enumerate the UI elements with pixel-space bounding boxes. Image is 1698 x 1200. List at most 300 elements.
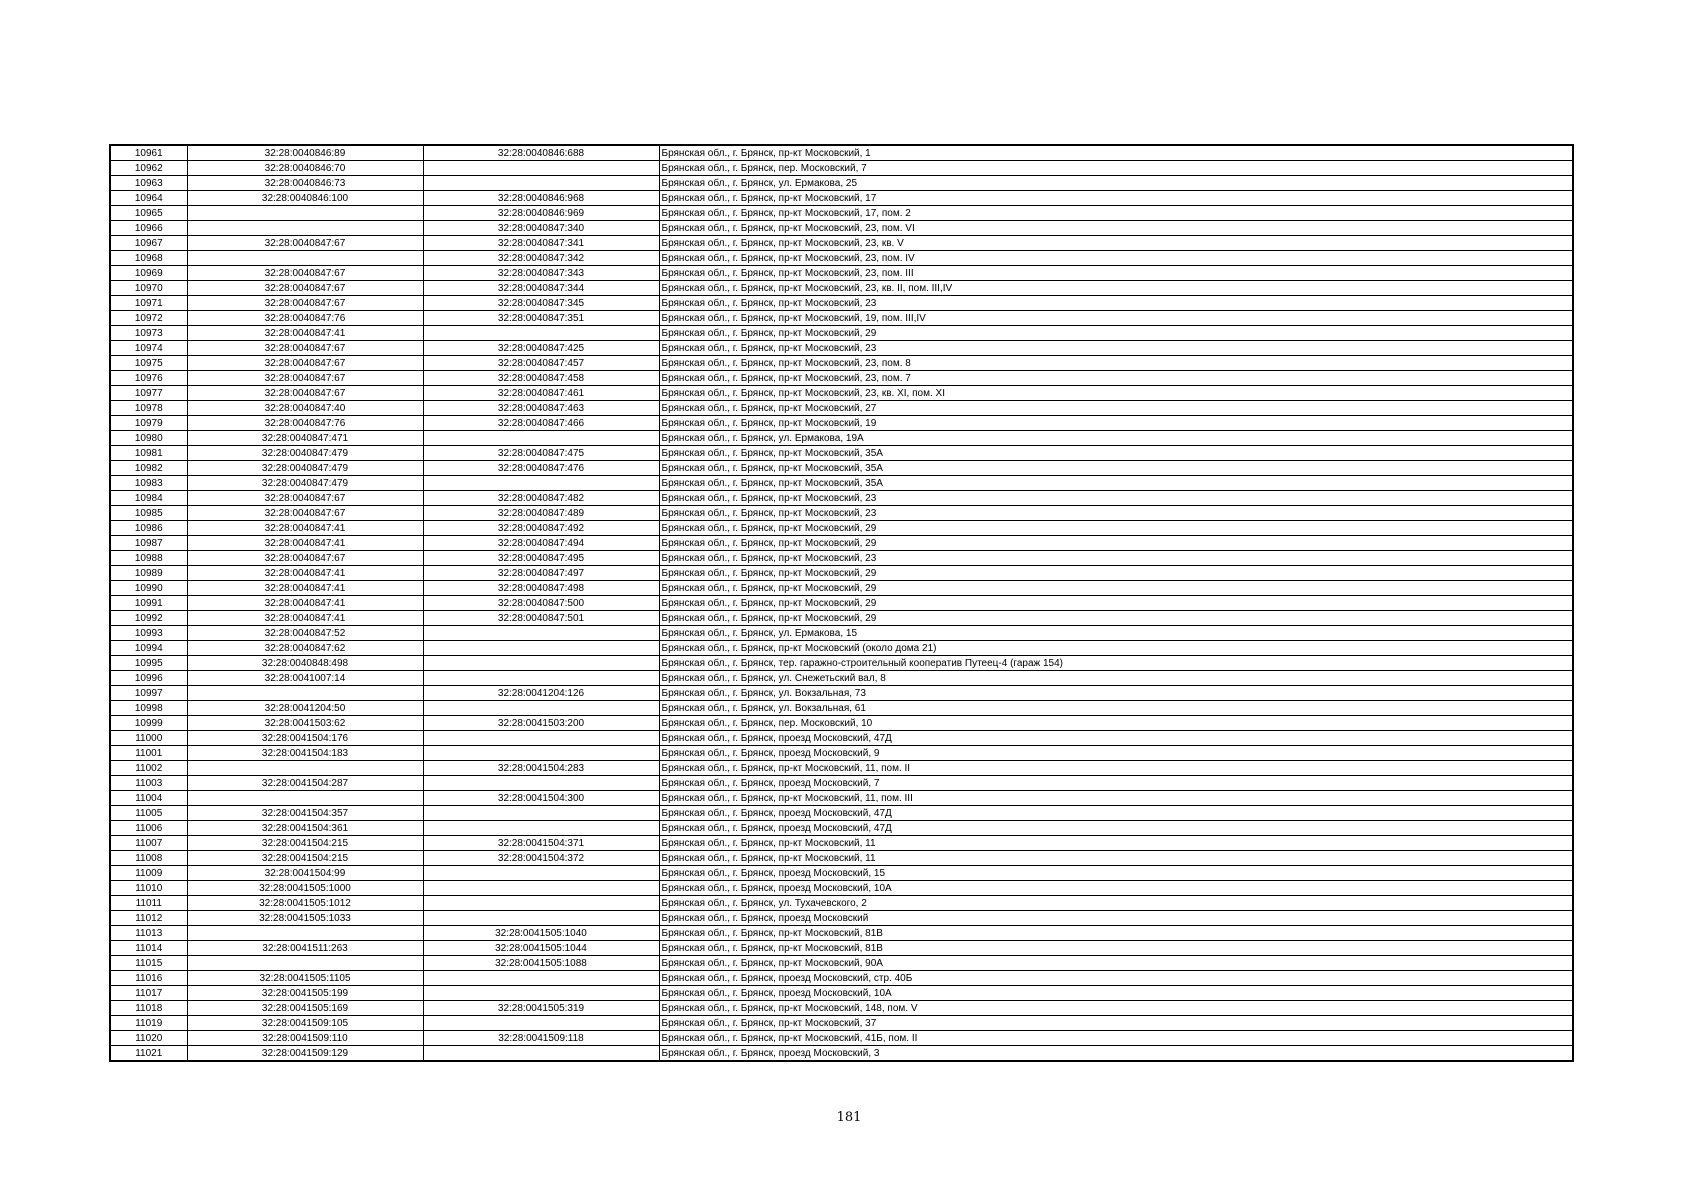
address-cell: Брянская обл., г. Брянск, пр-кт Московский, 23, пом. 7 bbox=[659, 371, 1573, 386]
building-cadastral-number-cell: 32:28:0040847:498 bbox=[423, 581, 659, 596]
table-row bbox=[110, 971, 1573, 986]
row-number-cell: 11010 bbox=[110, 881, 187, 896]
parcel-cadastral-number-cell: 32:28:0041504:287 bbox=[187, 776, 423, 791]
table-row bbox=[110, 191, 1573, 206]
address-cell: Брянская обл., г. Брянск, пр-кт Московский, 29 bbox=[659, 326, 1573, 341]
address-cell: Брянская обл., г. Брянск, проезд Московский, стр. 40Б bbox=[659, 971, 1573, 986]
parcel-cadastral-number-cell: 32:28:0040847:67 bbox=[187, 281, 423, 296]
table-row bbox=[110, 566, 1573, 581]
parcel-cadastral-number-cell: 32:28:0040847:67 bbox=[187, 506, 423, 521]
building-cadastral-number-cell: 32:28:0040847:500 bbox=[423, 596, 659, 611]
table-row bbox=[110, 896, 1573, 911]
row-number-cell: 10986 bbox=[110, 521, 187, 536]
row-number-cell: 10985 bbox=[110, 506, 187, 521]
address-cell: Брянская обл., г. Брянск, пр-кт Московский, 23, кв. V bbox=[659, 236, 1573, 251]
row-number-cell: 11004 bbox=[110, 791, 187, 806]
parcel-cadastral-number-cell: 32:28:0040847:41 bbox=[187, 611, 423, 626]
table-row bbox=[110, 461, 1573, 476]
parcel-cadastral-number-cell: 32:28:0040848:498 bbox=[187, 656, 423, 671]
row-number-cell: 10983 bbox=[110, 476, 187, 491]
parcel-cadastral-number-cell: 32:28:0040847:41 bbox=[187, 566, 423, 581]
parcel-cadastral-number-cell: 32:28:0040846:100 bbox=[187, 191, 423, 206]
parcel-cadastral-number-cell: 32:28:0040847:41 bbox=[187, 596, 423, 611]
table-row bbox=[110, 956, 1573, 971]
address-cell: Брянская обл., г. Брянск, проезд Московский, 47Д bbox=[659, 731, 1573, 746]
building-cadastral-number-cell bbox=[423, 641, 659, 656]
building-cadastral-number-cell: 32:28:0040847:351 bbox=[423, 311, 659, 326]
parcel-cadastral-number-cell: 32:28:0040847:67 bbox=[187, 491, 423, 506]
building-cadastral-number-cell: 32:28:0040847:425 bbox=[423, 341, 659, 356]
address-cell: Брянская обл., г. Брянск, пр-кт Московский, 23 bbox=[659, 341, 1573, 356]
table-row bbox=[110, 911, 1573, 926]
parcel-cadastral-number-cell bbox=[187, 791, 423, 806]
parcel-cadastral-number-cell: 32:28:0041505:1000 bbox=[187, 881, 423, 896]
row-number-cell: 10984 bbox=[110, 491, 187, 506]
parcel-cadastral-number-cell bbox=[187, 686, 423, 701]
row-number-cell: 11014 bbox=[110, 941, 187, 956]
parcel-cadastral-number-cell bbox=[187, 206, 423, 221]
table-row bbox=[110, 626, 1573, 641]
table-row bbox=[110, 356, 1573, 371]
address-cell: Брянская обл., г. Брянск, проезд Московский, 7 bbox=[659, 776, 1573, 791]
building-cadastral-number-cell: 32:28:0041504:283 bbox=[423, 761, 659, 776]
building-cadastral-number-cell: 32:28:0040846:688 bbox=[423, 145, 659, 161]
row-number-cell: 10970 bbox=[110, 281, 187, 296]
building-cadastral-number-cell: 32:28:0040846:969 bbox=[423, 206, 659, 221]
parcel-cadastral-number-cell: 32:28:0041204:50 bbox=[187, 701, 423, 716]
building-cadastral-number-cell bbox=[423, 881, 659, 896]
row-number-cell: 10963 bbox=[110, 176, 187, 191]
building-cadastral-number-cell bbox=[423, 326, 659, 341]
table-row bbox=[110, 671, 1573, 686]
parcel-cadastral-number-cell: 32:28:0040847:67 bbox=[187, 236, 423, 251]
row-number-cell: 10976 bbox=[110, 371, 187, 386]
building-cadastral-number-cell: 32:28:0040847:482 bbox=[423, 491, 659, 506]
parcel-cadastral-number-cell: 32:28:0040847:67 bbox=[187, 386, 423, 401]
row-number-cell: 10980 bbox=[110, 431, 187, 446]
building-cadastral-number-cell: 32:28:0041504:300 bbox=[423, 791, 659, 806]
parcel-cadastral-number-cell: 32:28:0040847:76 bbox=[187, 311, 423, 326]
address-cell: Брянская обл., г. Брянск, пр-кт Московский, 81В bbox=[659, 941, 1573, 956]
building-cadastral-number-cell bbox=[423, 1046, 659, 1062]
building-cadastral-number-cell: 32:28:0040847:345 bbox=[423, 296, 659, 311]
row-number-cell: 10969 bbox=[110, 266, 187, 281]
address-cell: Брянская обл., г. Брянск, пр-кт Московский, 23, пом. VI bbox=[659, 221, 1573, 236]
table-row bbox=[110, 836, 1573, 851]
table-row bbox=[110, 446, 1573, 461]
building-cadastral-number-cell: 32:28:0040847:489 bbox=[423, 506, 659, 521]
building-cadastral-number-cell: 32:28:0040847:344 bbox=[423, 281, 659, 296]
parcel-cadastral-number-cell: 32:28:0040847:41 bbox=[187, 581, 423, 596]
parcel-cadastral-number-cell bbox=[187, 251, 423, 266]
building-cadastral-number-cell bbox=[423, 701, 659, 716]
address-cell: Брянская обл., г. Брянск, пр-кт Московский, 11 bbox=[659, 851, 1573, 866]
address-cell: Брянская обл., г. Брянск, пр-кт Московский, 11, пом. III bbox=[659, 791, 1573, 806]
building-cadastral-number-cell bbox=[423, 821, 659, 836]
table-row bbox=[110, 881, 1573, 896]
parcel-cadastral-number-cell bbox=[187, 761, 423, 776]
table-row bbox=[110, 1031, 1573, 1046]
row-number-cell: 11001 bbox=[110, 746, 187, 761]
parcel-cadastral-number-cell: 32:28:0041504:215 bbox=[187, 836, 423, 851]
building-cadastral-number-cell bbox=[423, 866, 659, 881]
parcel-cadastral-number-cell: 32:28:0040846:70 bbox=[187, 161, 423, 176]
parcel-cadastral-number-cell: 32:28:0041505:1012 bbox=[187, 896, 423, 911]
parcel-cadastral-number-cell bbox=[187, 221, 423, 236]
row-number-cell: 10996 bbox=[110, 671, 187, 686]
parcel-cadastral-number-cell: 32:28:0040847:67 bbox=[187, 356, 423, 371]
row-number-cell: 11007 bbox=[110, 836, 187, 851]
row-number-cell: 10994 bbox=[110, 641, 187, 656]
row-number-cell: 10961 bbox=[110, 145, 187, 161]
registry-table bbox=[109, 144, 1574, 1062]
parcel-cadastral-number-cell: 32:28:0041505:1105 bbox=[187, 971, 423, 986]
parcel-cadastral-number-cell: 32:28:0040847:479 bbox=[187, 461, 423, 476]
address-cell: Брянская обл., г. Брянск, пер. Московский, 10 bbox=[659, 716, 1573, 731]
table-row bbox=[110, 731, 1573, 746]
building-cadastral-number-cell bbox=[423, 671, 659, 686]
table-row bbox=[110, 251, 1573, 266]
address-cell: Брянская обл., г. Брянск, проезд Московский, 47Д bbox=[659, 806, 1573, 821]
parcel-cadastral-number-cell: 32:28:0040847:41 bbox=[187, 326, 423, 341]
row-number-cell: 10977 bbox=[110, 386, 187, 401]
row-number-cell: 11000 bbox=[110, 731, 187, 746]
parcel-cadastral-number-cell: 32:28:0040847:67 bbox=[187, 551, 423, 566]
address-cell: Брянская обл., г. Брянск, пр-кт Московский, 17 bbox=[659, 191, 1573, 206]
row-number-cell: 10965 bbox=[110, 206, 187, 221]
table-row bbox=[110, 401, 1573, 416]
address-cell: Брянская обл., г. Брянск, проезд Московский, 47Д bbox=[659, 821, 1573, 836]
building-cadastral-number-cell: 32:28:0040847:343 bbox=[423, 266, 659, 281]
address-cell: Брянская обл., г. Брянск, ул. Вокзальная, 73 bbox=[659, 686, 1573, 701]
row-number-cell: 11006 bbox=[110, 821, 187, 836]
building-cadastral-number-cell: 32:28:0040847:501 bbox=[423, 611, 659, 626]
address-cell: Брянская обл., г. Брянск, пр-кт Московский, 35А bbox=[659, 476, 1573, 491]
address-cell: Брянская обл., г. Брянск, пр-кт Московский, 11 bbox=[659, 836, 1573, 851]
building-cadastral-number-cell: 32:28:0040847:463 bbox=[423, 401, 659, 416]
table-row bbox=[110, 176, 1573, 191]
parcel-cadastral-number-cell bbox=[187, 956, 423, 971]
parcel-cadastral-number-cell: 32:28:0040847:41 bbox=[187, 536, 423, 551]
table-row bbox=[110, 581, 1573, 596]
parcel-cadastral-number-cell: 32:28:0041007:14 bbox=[187, 671, 423, 686]
row-number-cell: 10962 bbox=[110, 161, 187, 176]
table-row bbox=[110, 716, 1573, 731]
row-number-cell: 10968 bbox=[110, 251, 187, 266]
row-number-cell: 11016 bbox=[110, 971, 187, 986]
building-cadastral-number-cell: 32:28:0041505:319 bbox=[423, 1001, 659, 1016]
address-cell: Брянская обл., г. Брянск, пр-кт Московский, 81В bbox=[659, 926, 1573, 941]
row-number-cell: 11002 bbox=[110, 761, 187, 776]
parcel-cadastral-number-cell: 32:28:0040847:67 bbox=[187, 341, 423, 356]
table-row bbox=[110, 986, 1573, 1001]
building-cadastral-number-cell: 32:28:0040847:494 bbox=[423, 536, 659, 551]
building-cadastral-number-cell bbox=[423, 986, 659, 1001]
address-cell: Брянская обл., г. Брянск, пр-кт Московский (около дома 21) bbox=[659, 641, 1573, 656]
address-cell: Брянская обл., г. Брянск, ул. Вокзальная, 61 bbox=[659, 701, 1573, 716]
parcel-cadastral-number-cell: 32:28:0040847:471 bbox=[187, 431, 423, 446]
row-number-cell: 10964 bbox=[110, 191, 187, 206]
row-number-cell: 10997 bbox=[110, 686, 187, 701]
row-number-cell: 10982 bbox=[110, 461, 187, 476]
registry-table-body bbox=[110, 145, 1573, 1061]
parcel-cadastral-number-cell: 32:28:0040847:67 bbox=[187, 266, 423, 281]
table-row bbox=[110, 611, 1573, 626]
building-cadastral-number-cell bbox=[423, 806, 659, 821]
building-cadastral-number-cell: 32:28:0041505:1040 bbox=[423, 926, 659, 941]
row-number-cell: 11019 bbox=[110, 1016, 187, 1031]
table-row bbox=[110, 776, 1573, 791]
row-number-cell: 10987 bbox=[110, 536, 187, 551]
building-cadastral-number-cell bbox=[423, 731, 659, 746]
table-row bbox=[110, 371, 1573, 386]
table-row bbox=[110, 1001, 1573, 1016]
building-cadastral-number-cell bbox=[423, 746, 659, 761]
page-number: 181 bbox=[836, 1110, 862, 1125]
table-row bbox=[110, 476, 1573, 491]
table-row bbox=[110, 701, 1573, 716]
row-number-cell: 11013 bbox=[110, 926, 187, 941]
row-number-cell: 10978 bbox=[110, 401, 187, 416]
table-row bbox=[110, 791, 1573, 806]
address-cell: Брянская обл., г. Брянск, ул. Ермакова, 15 bbox=[659, 626, 1573, 641]
parcel-cadastral-number-cell: 32:28:0040847:62 bbox=[187, 641, 423, 656]
table-row bbox=[110, 656, 1573, 671]
address-cell: Брянская обл., г. Брянск, пр-кт Московский, 23, кв. II, пом. III,IV bbox=[659, 281, 1573, 296]
address-cell: Брянская обл., г. Брянск, пр-кт Московский, 29 bbox=[659, 566, 1573, 581]
address-cell: Брянская обл., г. Брянск, проезд Московский, 3 bbox=[659, 1046, 1573, 1062]
address-cell: Брянская обл., г. Брянск, пр-кт Московский, 35А bbox=[659, 461, 1573, 476]
address-cell: Брянская обл., г. Брянск, пр-кт Московский, 29 bbox=[659, 581, 1573, 596]
table-row bbox=[110, 266, 1573, 281]
row-number-cell: 10989 bbox=[110, 566, 187, 581]
parcel-cadastral-number-cell: 32:28:0041509:129 bbox=[187, 1046, 423, 1062]
row-number-cell: 10981 bbox=[110, 446, 187, 461]
table-row bbox=[110, 506, 1573, 521]
table-row bbox=[110, 416, 1573, 431]
table-row bbox=[110, 686, 1573, 701]
building-cadastral-number-cell bbox=[423, 176, 659, 191]
table-row bbox=[110, 236, 1573, 251]
row-number-cell: 11015 bbox=[110, 956, 187, 971]
building-cadastral-number-cell: 32:28:0040847:492 bbox=[423, 521, 659, 536]
building-cadastral-number-cell: 32:28:0040847:461 bbox=[423, 386, 659, 401]
address-cell: Брянская обл., г. Брянск, пр-кт Московский, 90А bbox=[659, 956, 1573, 971]
table-row bbox=[110, 341, 1573, 356]
parcel-cadastral-number-cell bbox=[187, 926, 423, 941]
address-cell: Брянская обл., г. Брянск, проезд Московский, 10А bbox=[659, 881, 1573, 896]
parcel-cadastral-number-cell: 32:28:0041503:62 bbox=[187, 716, 423, 731]
building-cadastral-number-cell: 32:28:0040847:476 bbox=[423, 461, 659, 476]
table-row bbox=[110, 431, 1573, 446]
parcel-cadastral-number-cell: 32:28:0040847:479 bbox=[187, 476, 423, 491]
address-cell: Брянская обл., г. Брянск, пр-кт Московский, 41Б, пом. II bbox=[659, 1031, 1573, 1046]
address-cell: Брянская обл., г. Брянск, пр-кт Московский, 148, пом. V bbox=[659, 1001, 1573, 1016]
address-cell: Брянская обл., г. Брянск, пр-кт Московский, 19, пом. III,IV bbox=[659, 311, 1573, 326]
address-cell: Брянская обл., г. Брянск, проезд Московский, 15 bbox=[659, 866, 1573, 881]
table-row bbox=[110, 746, 1573, 761]
row-number-cell: 10991 bbox=[110, 596, 187, 611]
address-cell: Брянская обл., г. Брянск, пр-кт Московский, 23, кв. XI, пом. XI bbox=[659, 386, 1573, 401]
row-number-cell: 11008 bbox=[110, 851, 187, 866]
table-row bbox=[110, 821, 1573, 836]
address-cell: Брянская обл., г. Брянск, ул. Ермакова, 19А bbox=[659, 431, 1573, 446]
address-cell: Брянская обл., г. Брянск, пр-кт Московский, 11, пом. II bbox=[659, 761, 1573, 776]
row-number-cell: 10979 bbox=[110, 416, 187, 431]
parcel-cadastral-number-cell: 32:28:0040846:89 bbox=[187, 145, 423, 161]
row-number-cell: 10966 bbox=[110, 221, 187, 236]
table-row bbox=[110, 386, 1573, 401]
parcel-cadastral-number-cell: 32:28:0041504:99 bbox=[187, 866, 423, 881]
table-row bbox=[110, 941, 1573, 956]
parcel-cadastral-number-cell: 32:28:0040847:479 bbox=[187, 446, 423, 461]
row-number-cell: 10973 bbox=[110, 326, 187, 341]
parcel-cadastral-number-cell: 32:28:0041504:183 bbox=[187, 746, 423, 761]
address-cell: Брянская обл., г. Брянск, пр-кт Московский, 17, пом. 2 bbox=[659, 206, 1573, 221]
address-cell: Брянская обл., г. Брянск, пр-кт Московский, 37 bbox=[659, 1016, 1573, 1031]
parcel-cadastral-number-cell: 32:28:0040847:41 bbox=[187, 521, 423, 536]
table-row bbox=[110, 806, 1573, 821]
parcel-cadastral-number-cell: 32:28:0041511:263 bbox=[187, 941, 423, 956]
parcel-cadastral-number-cell: 32:28:0041504:361 bbox=[187, 821, 423, 836]
parcel-cadastral-number-cell: 32:28:0040847:40 bbox=[187, 401, 423, 416]
row-number-cell: 10972 bbox=[110, 311, 187, 326]
parcel-cadastral-number-cell: 32:28:0041505:1033 bbox=[187, 911, 423, 926]
row-number-cell: 10974 bbox=[110, 341, 187, 356]
row-number-cell: 11003 bbox=[110, 776, 187, 791]
row-number-cell: 10998 bbox=[110, 701, 187, 716]
building-cadastral-number-cell: 32:28:0040847:342 bbox=[423, 251, 659, 266]
building-cadastral-number-cell bbox=[423, 911, 659, 926]
building-cadastral-number-cell bbox=[423, 431, 659, 446]
table-row bbox=[110, 145, 1573, 161]
table-row bbox=[110, 521, 1573, 536]
address-cell: Брянская обл., г. Брянск, пр-кт Московский, 35А bbox=[659, 446, 1573, 461]
address-cell: Брянская обл., г. Брянск, пр-кт Московский, 23, пом. III bbox=[659, 266, 1573, 281]
row-number-cell: 10988 bbox=[110, 551, 187, 566]
address-cell: Брянская обл., г. Брянск, пр-кт Московский, 23, пом. IV bbox=[659, 251, 1573, 266]
parcel-cadastral-number-cell: 32:28:0040847:67 bbox=[187, 296, 423, 311]
table-row bbox=[110, 221, 1573, 236]
address-cell: Брянская обл., г. Брянск, пр-кт Московский, 27 bbox=[659, 401, 1573, 416]
address-cell: Брянская обл., г. Брянск, пр-кт Московский, 29 bbox=[659, 611, 1573, 626]
building-cadastral-number-cell: 32:28:0041503:200 bbox=[423, 716, 659, 731]
table-row bbox=[110, 596, 1573, 611]
address-cell: Брянская обл., г. Брянск, ул. Снежетьский вал, 8 bbox=[659, 671, 1573, 686]
table-row bbox=[110, 926, 1573, 941]
building-cadastral-number-cell bbox=[423, 656, 659, 671]
table-row bbox=[110, 296, 1573, 311]
building-cadastral-number-cell: 32:28:0040847:341 bbox=[423, 236, 659, 251]
address-cell: Брянская обл., г. Брянск, пр-кт Московский, 23 bbox=[659, 296, 1573, 311]
row-number-cell: 11012 bbox=[110, 911, 187, 926]
table-row bbox=[110, 1046, 1573, 1062]
row-number-cell: 10999 bbox=[110, 716, 187, 731]
row-number-cell: 10967 bbox=[110, 236, 187, 251]
row-number-cell: 10975 bbox=[110, 356, 187, 371]
table-row bbox=[110, 206, 1573, 221]
building-cadastral-number-cell: 32:28:0041204:126 bbox=[423, 686, 659, 701]
parcel-cadastral-number-cell: 32:28:0041505:199 bbox=[187, 986, 423, 1001]
row-number-cell: 11021 bbox=[110, 1046, 187, 1062]
address-cell: Брянская обл., г. Брянск, ул. Тухачевского, 2 bbox=[659, 896, 1573, 911]
parcel-cadastral-number-cell: 32:28:0041504:215 bbox=[187, 851, 423, 866]
row-number-cell: 11020 bbox=[110, 1031, 187, 1046]
address-cell: Брянская обл., г. Брянск, проезд Московский, 9 bbox=[659, 746, 1573, 761]
address-cell: Брянская обл., г. Брянск, ул. Ермакова, 25 bbox=[659, 176, 1573, 191]
building-cadastral-number-cell: 32:28:0041505:1044 bbox=[423, 941, 659, 956]
address-cell: Брянская обл., г. Брянск, пр-кт Московский, 1 bbox=[659, 145, 1573, 161]
table-row bbox=[110, 641, 1573, 656]
address-cell: Брянская обл., г. Брянск, пр-кт Московский, 29 bbox=[659, 536, 1573, 551]
building-cadastral-number-cell: 32:28:0041505:1088 bbox=[423, 956, 659, 971]
address-cell: Брянская обл., г. Брянск, пер. Московский, 7 bbox=[659, 161, 1573, 176]
building-cadastral-number-cell bbox=[423, 476, 659, 491]
row-number-cell: 11005 bbox=[110, 806, 187, 821]
table-row bbox=[110, 326, 1573, 341]
parcel-cadastral-number-cell: 32:28:0041509:110 bbox=[187, 1031, 423, 1046]
building-cadastral-number-cell bbox=[423, 626, 659, 641]
building-cadastral-number-cell bbox=[423, 776, 659, 791]
table-row bbox=[110, 866, 1573, 881]
row-number-cell: 11018 bbox=[110, 1001, 187, 1016]
parcel-cadastral-number-cell: 32:28:0040846:73 bbox=[187, 176, 423, 191]
address-cell: Брянская обл., г. Брянск, проезд Московский, 10А bbox=[659, 986, 1573, 1001]
table-row bbox=[110, 281, 1573, 296]
row-number-cell: 10993 bbox=[110, 626, 187, 641]
row-number-cell: 10971 bbox=[110, 296, 187, 311]
row-number-cell: 11009 bbox=[110, 866, 187, 881]
parcel-cadastral-number-cell: 32:28:0041504:357 bbox=[187, 806, 423, 821]
row-number-cell: 10995 bbox=[110, 656, 187, 671]
address-cell: Брянская обл., г. Брянск, пр-кт Московский, 29 bbox=[659, 521, 1573, 536]
table-row bbox=[110, 761, 1573, 776]
address-cell: Брянская обл., г. Брянск, пр-кт Московский, 23, пом. 8 bbox=[659, 356, 1573, 371]
building-cadastral-number-cell: 32:28:0040846:968 bbox=[423, 191, 659, 206]
building-cadastral-number-cell bbox=[423, 1016, 659, 1031]
parcel-cadastral-number-cell: 32:28:0041504:176 bbox=[187, 731, 423, 746]
table-row bbox=[110, 851, 1573, 866]
address-cell: Брянская обл., г. Брянск, пр-кт Московский, 29 bbox=[659, 596, 1573, 611]
building-cadastral-number-cell: 32:28:0040847:457 bbox=[423, 356, 659, 371]
building-cadastral-number-cell: 32:28:0041509:118 bbox=[423, 1031, 659, 1046]
address-cell: Брянская обл., г. Брянск, пр-кт Московский, 23 bbox=[659, 551, 1573, 566]
building-cadastral-number-cell: 32:28:0040847:458 bbox=[423, 371, 659, 386]
row-number-cell: 11017 bbox=[110, 986, 187, 1001]
building-cadastral-number-cell: 32:28:0040847:495 bbox=[423, 551, 659, 566]
address-cell: Брянская обл., г. Брянск, пр-кт Московский, 23 bbox=[659, 506, 1573, 521]
parcel-cadastral-number-cell: 32:28:0040847:52 bbox=[187, 626, 423, 641]
building-cadastral-number-cell bbox=[423, 161, 659, 176]
address-cell: Брянская обл., г. Брянск, пр-кт Московский, 23 bbox=[659, 491, 1573, 506]
parcel-cadastral-number-cell: 32:28:0041509:105 bbox=[187, 1016, 423, 1031]
table-row bbox=[110, 491, 1573, 506]
building-cadastral-number-cell: 32:28:0041504:372 bbox=[423, 851, 659, 866]
building-cadastral-number-cell: 32:28:0040847:340 bbox=[423, 221, 659, 236]
row-number-cell: 10990 bbox=[110, 581, 187, 596]
table-row bbox=[110, 311, 1573, 326]
address-cell: Брянская обл., г. Брянск, тер. гаражно-строительный кооператив Путеец-4 (гараж 154) bbox=[659, 656, 1573, 671]
address-cell: Брянская обл., г. Брянск, пр-кт Московский, 19 bbox=[659, 416, 1573, 431]
building-cadastral-number-cell bbox=[423, 896, 659, 911]
row-number-cell: 11011 bbox=[110, 896, 187, 911]
building-cadastral-number-cell: 32:28:0041504:371 bbox=[423, 836, 659, 851]
building-cadastral-number-cell: 32:28:0040847:497 bbox=[423, 566, 659, 581]
building-cadastral-number-cell bbox=[423, 971, 659, 986]
table-row bbox=[110, 536, 1573, 551]
table-row bbox=[110, 1016, 1573, 1031]
building-cadastral-number-cell: 32:28:0040847:475 bbox=[423, 446, 659, 461]
